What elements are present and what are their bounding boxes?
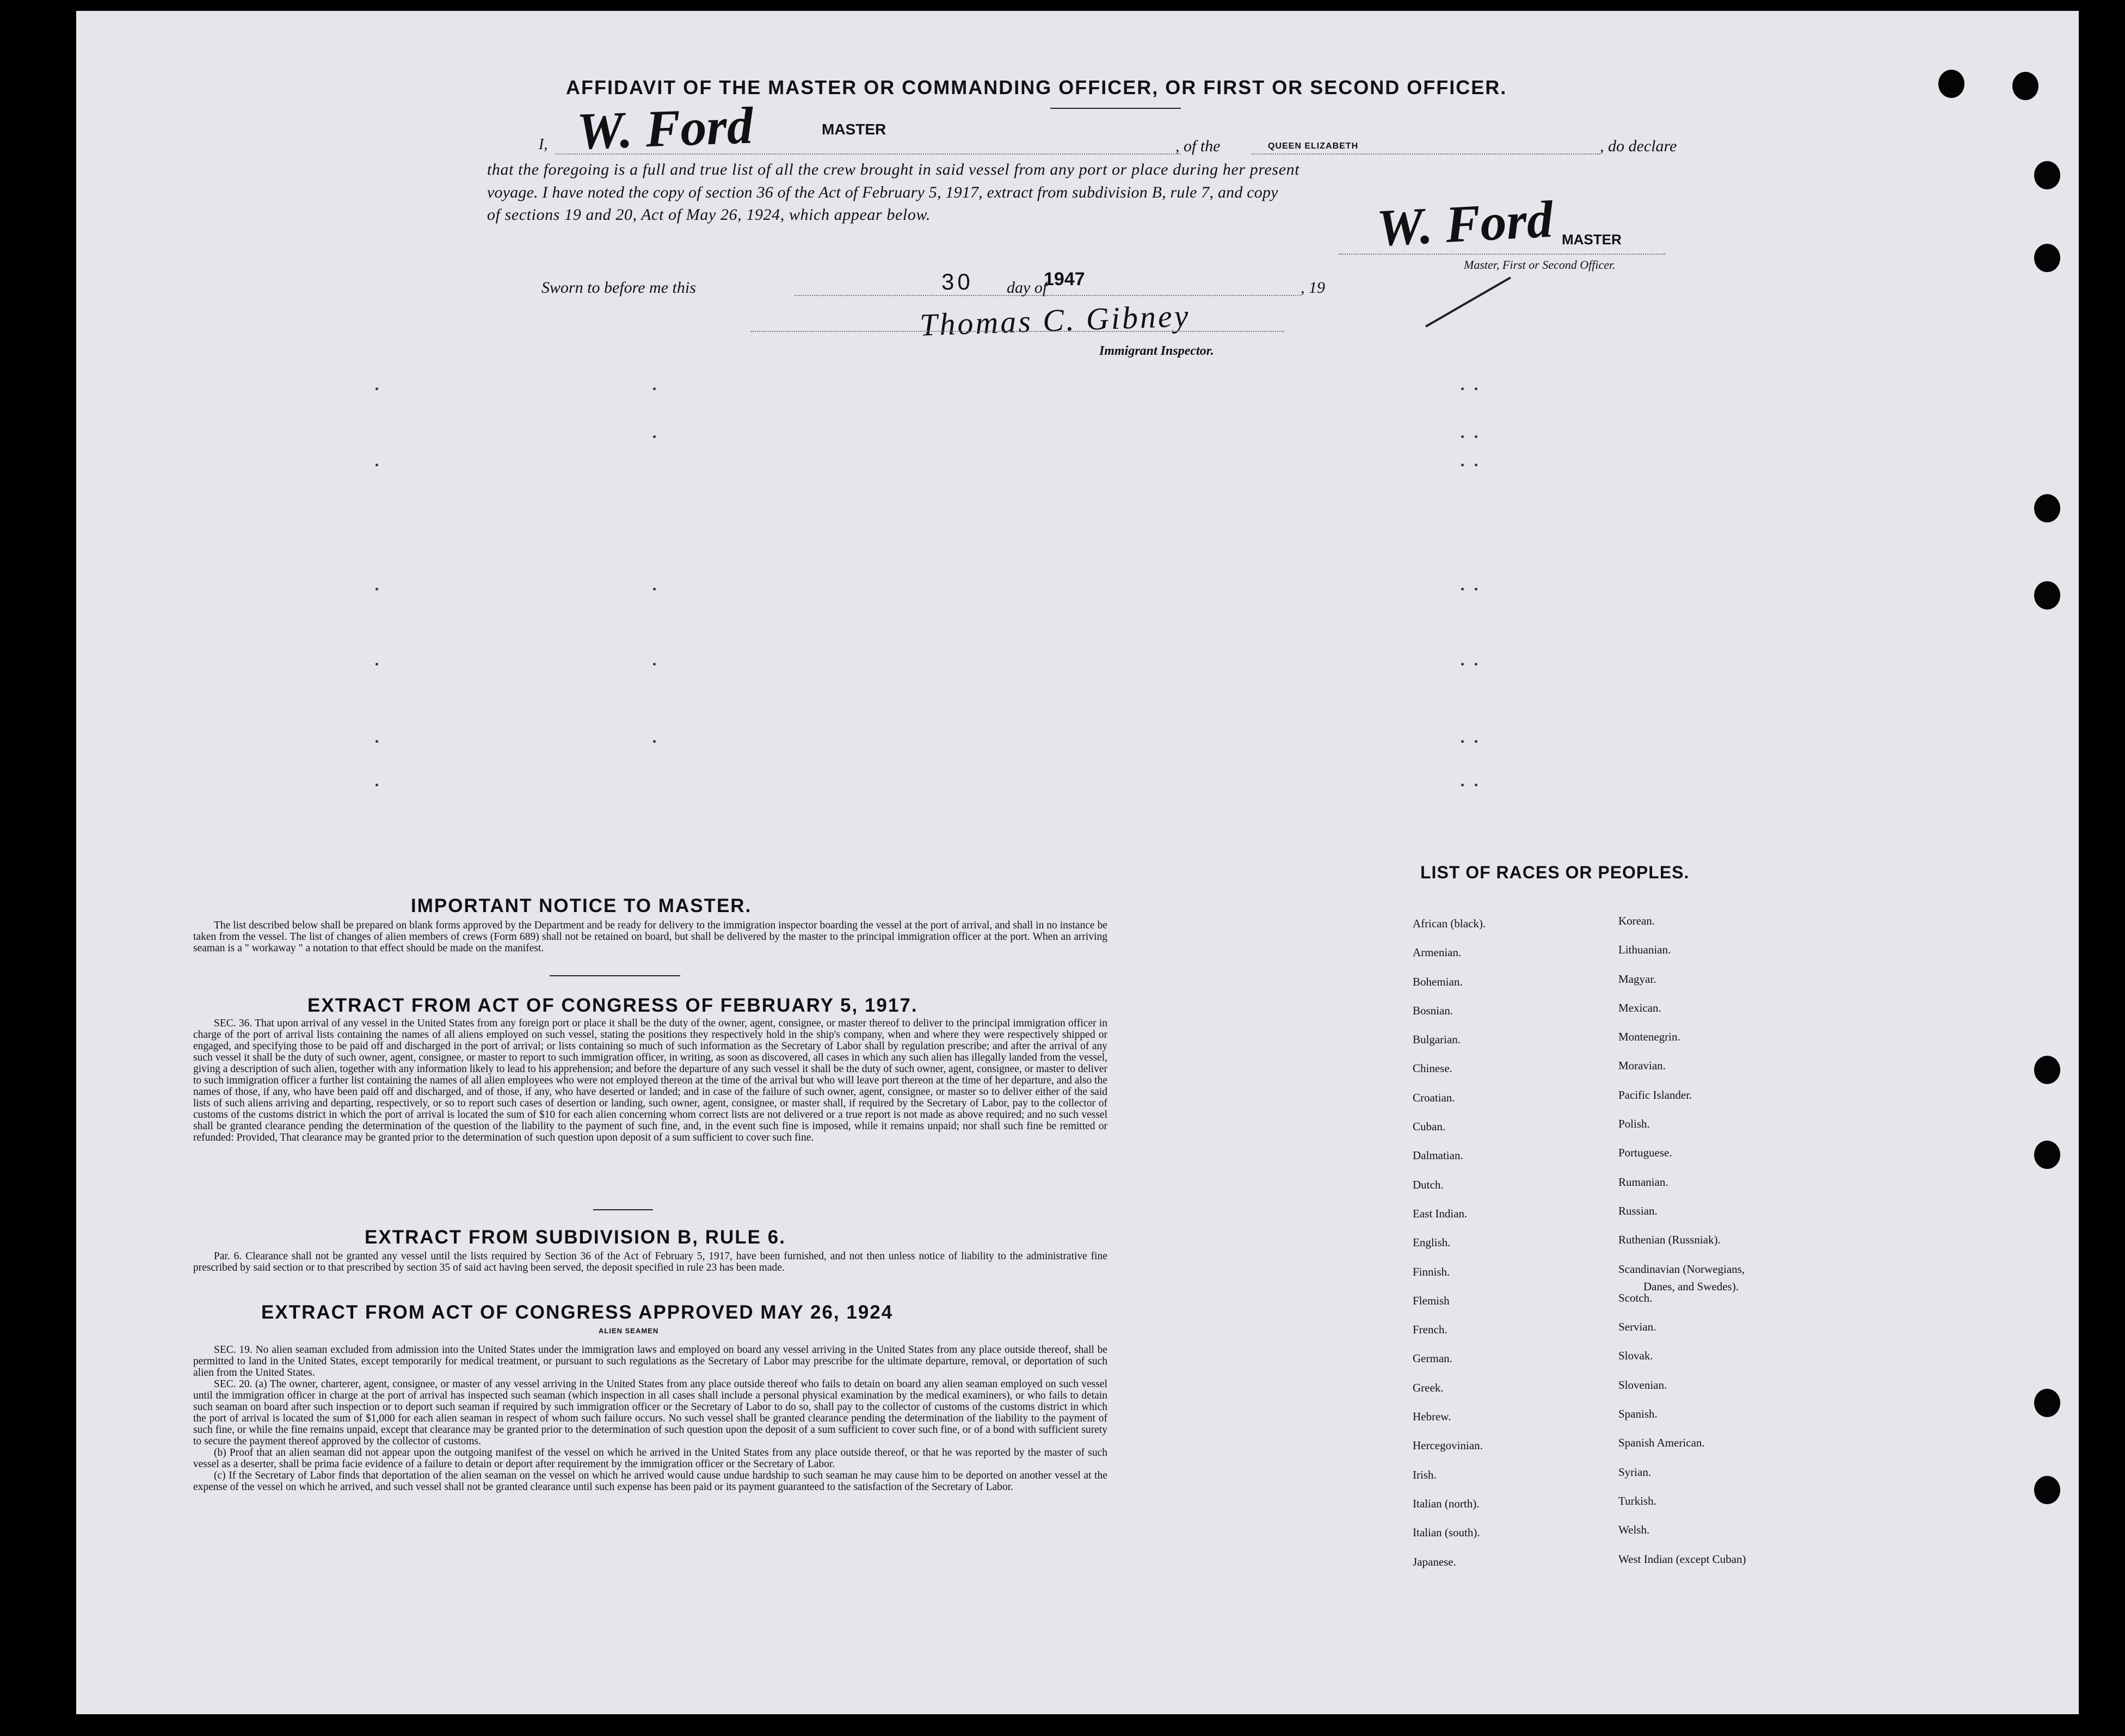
affidavit-line-2: voyage. I have noted the copy of section 36 of the Act of February 5, 1917, extract from subdivision B, rule 7, and copy (487, 183, 1278, 201)
leader-dot (375, 464, 378, 466)
race-item: Dalmatian. (1413, 1149, 1463, 1162)
extract-1924-title: EXTRACT FROM ACT OF CONGRESS APPROVED MAY 26, 1924 (261, 1302, 894, 1323)
race-item: West Indian (except Cuban) (1618, 1552, 1746, 1566)
vessel-line (1252, 153, 1600, 155)
race-item: Flemish (1413, 1294, 1450, 1307)
race-item: Pacific Islander. (1618, 1088, 1692, 1101)
race-item: Bulgarian. (1413, 1033, 1461, 1046)
inspector-line (751, 331, 1284, 332)
sworn-line (794, 295, 1301, 296)
race-item: Dutch. (1413, 1178, 1444, 1191)
officer-line (1339, 254, 1665, 255)
subdivision-text (193, 1251, 1107, 1273)
alien-seamen-subtitle: ALIEN SEAMEN (599, 1327, 659, 1335)
affidavit-pronoun: I, (539, 136, 548, 153)
race-item: Welsh. (1618, 1523, 1650, 1537)
do-declare-text: , do declare (1600, 137, 1677, 155)
binder-hole (2012, 72, 2038, 100)
leader-dot (1461, 663, 1464, 666)
subdivision-title: EXTRACT FROM SUBDIVISION B, RULE 6. (365, 1227, 786, 1248)
race-item: Armenian. (1413, 946, 1462, 959)
race-item: Montenegrin. (1618, 1030, 1680, 1044)
rule-6-paragraph: Par. 6. Clearance shall not be granted any vessel until the lists required by Section 36 of the Act of February 5, 1917, have been furnished, and not then unless notice of liability to the administrative fine prescribed by said section or to that prescribed by section 35 of said act having been served, the deposit specified in rule 23 has been made. (193, 1251, 1107, 1273)
section-36-paragraph: SEC. 36. That upon arrival of any vessel in the United States from any foreign port or place it shall be the duty of the owner, agent, consignee, or master thereof to deliver to the principal immigration officer in charge of the port of arrival lists containing the names of all aliens employed on such vessel, stating the positions they respectively hold in the ship's company, when and where they were respectively shipped or engaged, and specifying those to be paid off and discharged in the port of arrival; or lists containing so much of such information as the Secretary of Labor shall by regulation prescribe; and after the arrival of any such vessel it shall be the duty of such owner, agent, consignee, or master to report to such immigration officer, in writing, as soon as discovered, all cases in which any such alien has illegally landed from the vessel, giving a description of such alien, together with any information likely to lead to his apprehension; and before the departure of any such vessel it shall be the duty of such owner, agent, consignee, or master to deliver to such immigration officer a further list containing the names of all alien employees who were not employed thereon at the time of the arrival but who will leave port thereon at the time of her departure, and also the names of those, if any, who have been paid off and discharged, and of those, if any, who have deserted or landed; and in case of the failure of such owner, agent, consignee, or master so to deliver either of the said lists of such aliens arriving and departing, respectively, or so to report such cases of desertion or landing, such owner, agent, consignee, or master shall, if required by the Secretary of Labor, pay to the collector of customs of the customs district in which the port of arrival is located the sum of $10 for each alien concerning whom correct lists are not delivered or a true report is not made as above required; and no such vessel shall be granted clearance pending the determination of the question of the liability to the payment of such fine, and, in the event such fine is imposed, while it remains unpaid; nor shall such fine be remitted or refunded: Provided, That clearance may be granted prior to the determination of such question upon deposit of a sum sufficient to cover such fine. (193, 1018, 1107, 1143)
leader-dot (1461, 464, 1464, 466)
affidavit-line-1: that the foregoing is a full and true list of all the crew brought in said vessel from any port or place during her present (487, 161, 1300, 178)
races-column-2 (1618, 914, 1746, 1581)
leader-dot (375, 387, 378, 390)
leader-dot (1475, 784, 1477, 786)
notice-text (193, 920, 1107, 954)
race-item: Portuguese. (1618, 1146, 1672, 1160)
races-title: LIST OF RACES OR PEOPLES. (1420, 863, 1690, 882)
affidavit-line-3: of sections 19 and 20, Act of May 26, 1924, which appear below. (487, 206, 931, 224)
leader-dot (1461, 740, 1464, 743)
race-item: Magyar. (1618, 972, 1656, 986)
race-item: Hebrew. (1413, 1410, 1451, 1424)
inspector-signature: Thomas C. Gibney (919, 298, 1191, 343)
scandinavian-continuation: Danes, and Swedes). (1643, 1280, 1739, 1293)
year-prefix: , 19 (1301, 279, 1325, 297)
master-label-2: MASTER (1562, 231, 1622, 248)
day-number: 30 (941, 269, 974, 294)
binder-hole (1938, 70, 1964, 98)
race-item: Hercegovinian. (1413, 1439, 1483, 1452)
leader-dot (1475, 435, 1477, 438)
race-item: Syrian. (1618, 1465, 1652, 1479)
race-item: Scandinavian (Norwegians, (1618, 1262, 1745, 1276)
race-item: Bosnian. (1413, 1004, 1453, 1017)
leader-dot (1461, 387, 1464, 390)
binder-hole (2034, 1389, 2060, 1417)
leader-dot (1475, 663, 1477, 666)
vessel-name: QUEEN ELIZABETH (1268, 141, 1359, 151)
race-item: East Indian. (1413, 1206, 1468, 1220)
leader-dot (1475, 740, 1477, 743)
race-item: Spanish American. (1618, 1436, 1705, 1450)
race-item: Mexican. (1618, 1001, 1661, 1014)
binder-hole (2034, 581, 2060, 610)
race-item: Irish. (1413, 1468, 1437, 1481)
race-item: Moravian. (1618, 1059, 1666, 1073)
extract-1924-text (193, 1344, 1107, 1493)
race-item: Scotch. (1618, 1291, 1653, 1304)
master-signature: W. Ford (576, 96, 754, 161)
race-item: Slovak. (1618, 1349, 1653, 1363)
extract-1917-text (193, 1018, 1107, 1143)
leader-dot (653, 435, 656, 438)
race-item: African (black). (1413, 917, 1486, 930)
sworn-text: Sworn to before me this (541, 279, 696, 297)
leader-dot (375, 663, 378, 666)
race-item: Greek. (1413, 1381, 1444, 1394)
leader-dot (375, 784, 378, 786)
leader-dot (653, 588, 656, 590)
races-column-1 (1413, 917, 1486, 1584)
race-item: German. (1413, 1352, 1452, 1365)
race-item: Spanish. (1618, 1407, 1658, 1421)
race-item: Turkish. (1618, 1494, 1656, 1507)
divider (1050, 108, 1181, 109)
notice-paragraph: The list described below shall be prepared on blank forms approved by the Department and be ready for delivery to the immigration inspector boarding the vessel at the port of arrival, and shall in no instance be taken from the vessel. The list of changes of alien members of crews (Form 689) shall not be retained on board, but shall be delivered by the master to the principal immigration officer at the port. When an arriving seaman is a " workaway " a notation to that effect should be made on the manifest. (193, 920, 1107, 954)
binder-hole (2034, 161, 2060, 189)
binder-hole (2034, 494, 2060, 522)
leader-dot (1461, 588, 1464, 590)
race-item: Japanese. (1413, 1555, 1456, 1568)
race-item: Rumanian. (1618, 1175, 1668, 1189)
race-item: Italian (south). (1413, 1526, 1480, 1540)
leader-dot (375, 588, 378, 590)
race-item: Slovenian. (1618, 1378, 1667, 1392)
inspector-caption: Immigrant Inspector. (1099, 344, 1214, 358)
leader-dot (1475, 588, 1477, 590)
race-item: English. (1413, 1236, 1451, 1249)
leader-dot (375, 740, 378, 743)
race-item: Bohemian. (1413, 975, 1463, 988)
divider (593, 1209, 653, 1210)
race-item: Russian. (1618, 1204, 1658, 1217)
binder-hole (2034, 244, 2060, 272)
affidavit-title: AFFIDAVIT OF THE MASTER OR COMMANDING OFFICER, OR FIRST OR SECOND OFFICER. (566, 76, 1507, 99)
master-label: MASTER (822, 121, 886, 138)
race-item: Chinese. (1413, 1062, 1452, 1075)
race-item: Servian. (1618, 1320, 1656, 1334)
section-20b-paragraph: (b) Proof that an alien seaman did not appear upon the outgoing manifest of the vessel on which he arrived in the United States from any place outside thereof, or that he was reported by the master of such vessel as a deserter, shall be prima facie evidence of a failure to detain or deport after requirement by the immigration officer or the Secretary of Labor. (193, 1447, 1107, 1470)
leader-dot (1461, 435, 1464, 438)
notice-title: IMPORTANT NOTICE TO MASTER. (411, 895, 752, 916)
leader-dot (653, 740, 656, 743)
race-item: Korean. (1618, 914, 1655, 927)
binder-hole (2034, 1141, 2060, 1169)
race-item: Polish. (1618, 1117, 1650, 1131)
race-item: Italian (north). (1413, 1497, 1480, 1510)
leader-dot (653, 387, 656, 390)
leader-dot (1461, 784, 1464, 786)
divider (550, 975, 680, 976)
name-line (555, 153, 1181, 155)
officer-caption: Master, First or Second Officer. (1464, 258, 1616, 272)
leader-dot (1475, 464, 1477, 466)
race-item: Finnish. (1413, 1265, 1450, 1278)
race-item: French. (1413, 1323, 1448, 1337)
race-item: Croatian. (1413, 1091, 1455, 1104)
race-item: Lithuanian. (1618, 943, 1671, 957)
section-20a-paragraph: SEC. 20. (a) The owner, charterer, agent, consignee, or master of any vessel arriving in the United States from any place outside thereof who fails to detain on board any alien seaman employed on such vessel until the immigration officer in charge at the port of arrival has inspected such seaman (which inspection in all cases shall include a personal physical examination by the medical examiners), or who fails to detain such seaman on board after such inspection or to deport such seaman if required by such immigration officer or the Secretary of Labor to do so, shall pay to the collector of customs of the customs district in which the port of arrival is located the sum of $1,000 for each alien seaman in respect of whom such failure occurs. No such vessel shall be granted clearance pending the determination of the liability to the payment of such fine, or while the fine remains unpaid, except that clearance may be granted prior to the determination of such question upon the deposit of a sum sufficient to cover such fine, or of a bond with sufficient surety to secure the payment thereof approved by the collector of customs. (193, 1378, 1107, 1447)
leader-dot (653, 663, 656, 666)
section-19-paragraph: SEC. 19. No alien seaman excluded from admission into the United States under the immigration laws and employed on board any vessel arriving in the United States from any place outside thereof, shall be permitted to land in the United States, except temporarily for medical treatment, or pursuant to such regulations as the Secretary of Labor may prescribe for the ultimate departure, removal, or deportation of such alien from the United States. (193, 1344, 1107, 1378)
day-of-text: day of (1007, 279, 1048, 297)
leader-dot (1475, 387, 1477, 390)
race-item: Cuban. (1413, 1120, 1446, 1134)
of-the-text: , of the (1175, 137, 1221, 155)
extract-1917-title: EXTRACT FROM ACT OF CONGRESS OF FEBRUARY 5, 1917. (307, 995, 918, 1016)
master-signature-2: W. Ford (1375, 189, 1555, 257)
race-item: Ruthenian (Russniak). (1618, 1233, 1721, 1247)
section-20c-paragraph: (c) If the Secretary of Labor finds that deportation of the alien seaman on the vessel on which he arrived would cause undue hardship to such seaman he may cause him to be deported on another vessel at the expense of the vessel on which he arrived, and such vessel shall not be granted clearance until such expense has been paid or its payment guaranteed to the satisfaction of the Secretary of Labor. (193, 1470, 1107, 1493)
binder-hole (2034, 1476, 2060, 1504)
binder-hole (2034, 1056, 2060, 1084)
year-stamp: 1947 (1044, 269, 1085, 290)
